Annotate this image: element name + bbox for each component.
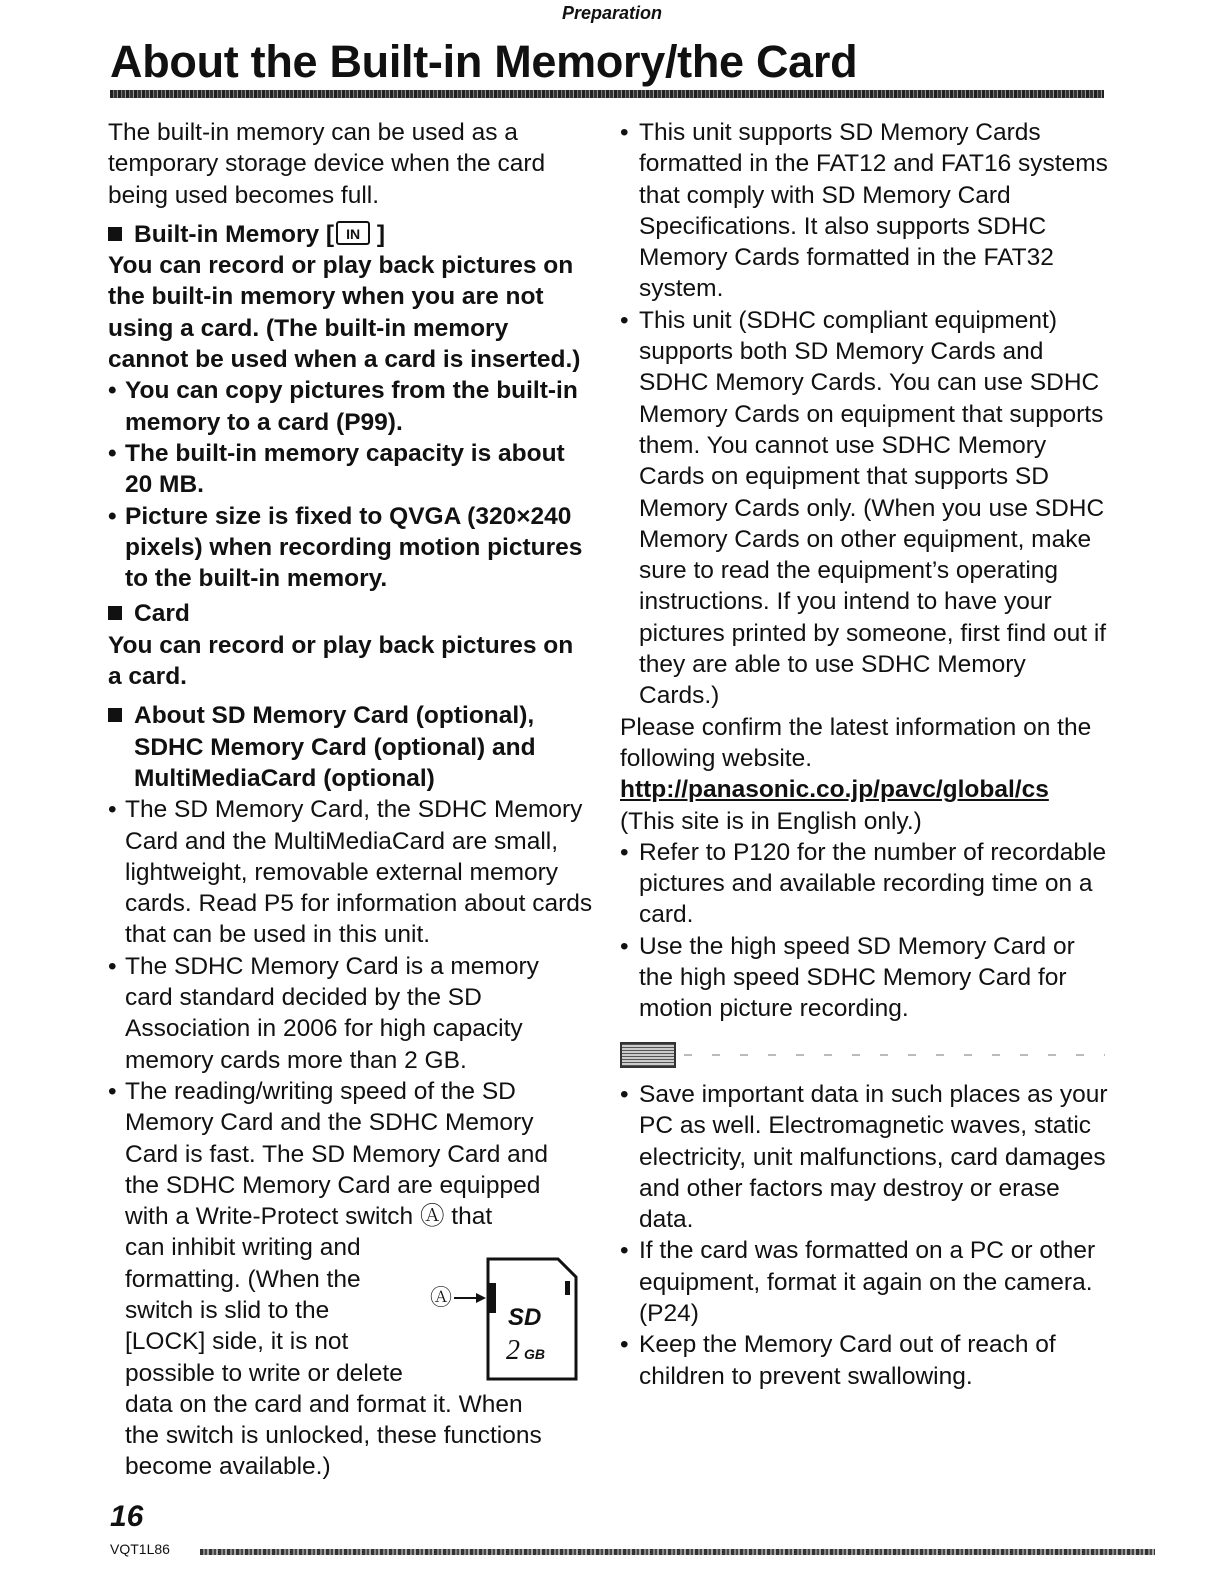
right-bullets-mid [620,837,1110,1025]
list-item: • The built-in memory capacity is about 20 MB. [108,438,593,501]
list-item: • Save important data in such places as your PC as well. Electromagnetic waves, static electricity, unit malfunctions, card damages and other factors may destroy or erase data. [620,1079,1110,1235]
list-item: • Keep the Memory Card out of reach of children to prevent swallowing. [620,1329,1110,1392]
write-protect-switch [488,1283,496,1313]
square-bullet-icon [108,708,122,722]
right-bullets-top [620,117,1110,712]
list-item: • If the card was formatted on a PC or other equipment, format it again on the camera. (P24) [620,1235,1110,1329]
title-rule [110,90,1104,98]
card-text: You can record or play back pictures on a card. [108,631,574,691]
square-bullet-icon [108,606,122,620]
speed-line: formatting. (When the [125,1265,361,1293]
card-heading [108,598,593,629]
list-item: • Use the high speed SD Memory Card or the high speed SDHC Memory Card for motion picture recording. [620,931,1110,1025]
confirm-text: Please confirm the latest information on the following website. [620,713,1092,772]
english-only-note: (This site is in English only.) [620,807,922,835]
builtin-heading-close: ] [376,220,386,248]
note-divider [620,1042,1105,1068]
website-link[interactable]: http://panasonic.co.jp/pavc/global/cs [620,776,1049,804]
note-dashed-line [684,1054,1105,1056]
list-item: • This unit supports SD Memory Cards formatted in the FAT12 and FAT16 systems that comply with SD Memory Card Specifications. It also supports SDHC Memory Cards formatted in the FAT32 system. [620,117,1110,305]
builtin-heading-label: Built-in Memory [ [134,220,335,248]
page-number: 16 [110,1500,144,1533]
write-protect-marker: Ⓐ [430,1285,453,1310]
right-column [620,117,1110,1025]
speed-line: [LOCK] side, it is not [125,1328,349,1356]
document-code: VQT1L86 [110,1541,170,1557]
note-icon [620,1042,676,1068]
marker-arrow-head [476,1293,486,1303]
card-capacity-unit: GB [524,1346,545,1362]
speed-line: the SDHC Memory Card are equipped [125,1171,541,1199]
list-item: • You can copy pictures from the built-in memory to a card (P99). [108,375,593,438]
footer-rule [200,1549,1155,1555]
list-item: • Picture size is fixed to QVGA (320×240 pixels) when recording motion pictures to the built-in memory. [108,501,593,595]
speed-line: the switch is unlocked, these functions [125,1422,542,1450]
speed-line: can inhibit writing and [125,1234,361,1262]
card-heading-label: Card [134,600,190,628]
right-notes [620,1079,1110,1392]
builtin-memory-heading [108,219,593,250]
list-item: • This unit (SDHC compliant equipment) supports both SD Memory Cards and SDHC Memory Cards. You can use SDHC Memory Cards on equipment that supports them. You cannot use SDHC Memory Cards on equipment that supports SD Memory Cards only. (When you use SDHC Memory Cards on other equipment, make sure to read the equipment’s operating instructions. If you intend to have your pictures printed by someone, first find out if they are able to use SDHC Memory Cards.) [620,305,1110,712]
section-label: Preparation [561,3,663,23]
speed-line: Card is fast. The SD Memory Card and [125,1140,549,1168]
speed-line: become available.) [125,1453,331,1481]
sd-card-heading-label: About SD Memory Card (optional), SDHC Memory Card (optional) and MultiMediaCard (optional) [134,702,536,792]
note-bullets [620,1079,1110,1392]
speed-line: The reading/writing speed of the SD [125,1077,516,1105]
speed-line: Memory Card and the SDHC Memory [125,1109,534,1137]
square-bullet-icon [108,227,122,241]
sd-card-heading [108,700,593,794]
sd-logo: SD [508,1304,542,1331]
page-title: About the Built-in Memory/the Card [110,36,858,87]
list-item: • The SD Memory Card, the SDHC Memory Card and the MultiMediaCard are small, lightweight, removable external memory cards. Read P5 for information about cards that can be used in this unit. [108,794,593,950]
speed-line: data on the card and format it. When [125,1390,523,1418]
builtin-memory-icon [336,221,370,245]
intro-paragraph: The built-in memory can be used as a temporary storage device when the card being used becomes full. [108,119,546,209]
list-item: • Refer to P120 for the number of recordable pictures and available recording time on a card. [620,837,1110,931]
speed-line: possible to write or delete [125,1359,403,1387]
builtin-memory-text: You can record or play back pictures on the built-in memory when you are not using a card. (The built-in memory cannot be used when a card is inserted.) [108,252,581,374]
card-capacity: 2 [506,1335,520,1366]
sd-card-illustration [430,1255,580,1387]
speed-line: switch is slid to the [125,1296,330,1324]
card-notch [565,1281,570,1295]
builtin-memory-icon-label: IN [346,225,361,242]
builtin-bullets [108,375,593,594]
list-item: • The SDHC Memory Card is a memory card standard decided by the SD Association in 2006 for high capacity memory cards more than 2 GB. [108,951,593,1076]
speed-line: with a Write-Protect switch Ⓐ that [125,1203,493,1231]
